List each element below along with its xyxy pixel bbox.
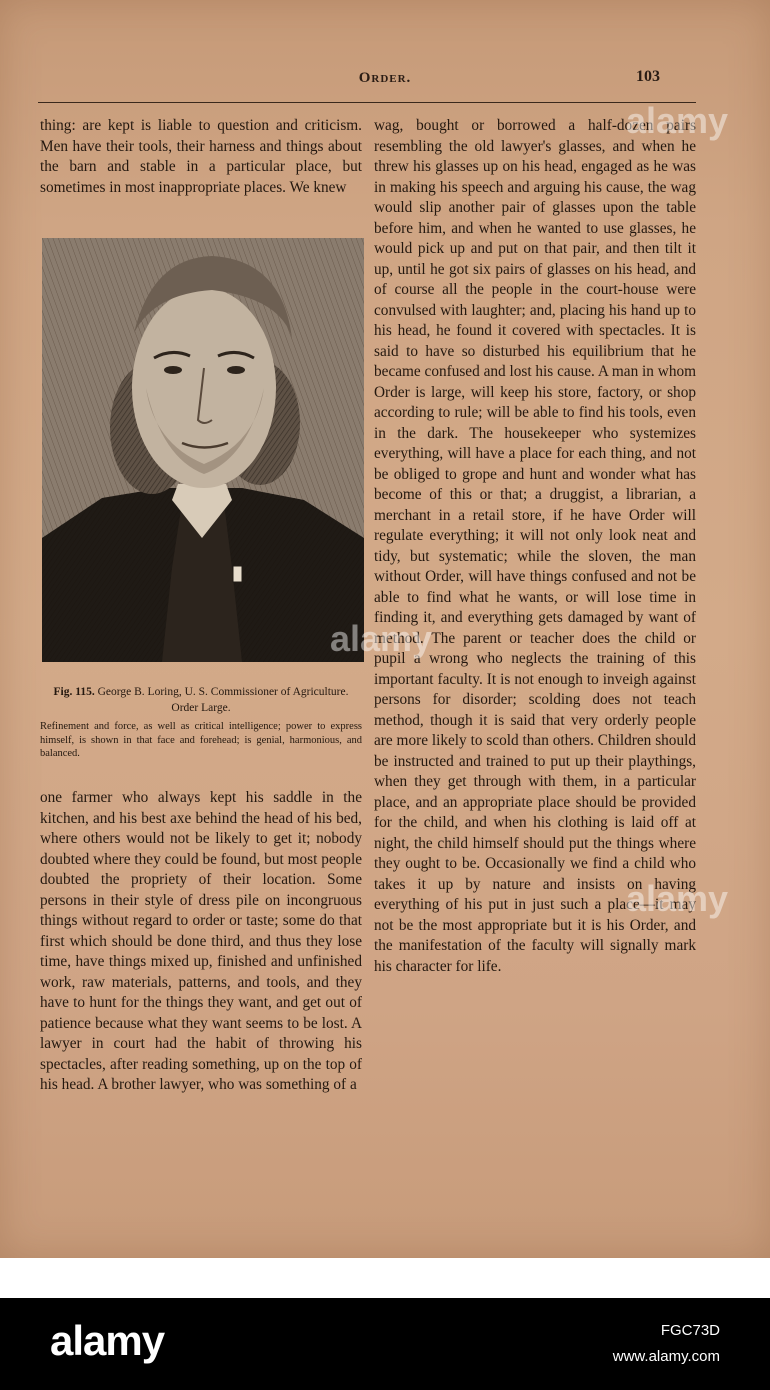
stock-url: www.alamy.com: [612, 1348, 720, 1365]
figure-caption: [40, 684, 362, 761]
figure-caption-title: [40, 684, 362, 716]
figure-label: Fig. 115.: [53, 686, 95, 698]
portrait-illustration: [42, 238, 364, 662]
figure-description: Refinement and force, as well as critical intelligence; power to express himself, is shown in that face and forehead; is genial, harmonious, and balanced.: [40, 721, 362, 759]
page-number: 103: [636, 68, 660, 85]
left-column-top-text: thing: are kept is liable to question and criticism. Men have their tools, their harness and things about the barn and stable in a particular place, but sometimes in most inappropriate places. We knew: [40, 117, 362, 196]
header-rule: [38, 102, 696, 103]
figure-title: George B. Loring, U. S. Commissioner of Agriculture. Order Large.: [97, 686, 349, 714]
running-header-title: Order.: [358, 70, 412, 86]
left-column-bottom-text: one farmer who always kept his saddle in the kitchen, and his best axe behind the head of his bed, where others would not be likely to get it; nobody doubted where they could be found, but most people doubted the propriety of their location. Some persons in their style of dress pile on incongruous things without regard to order or taste; some do that first which should be done third, and thus they lose time, have things mixed up, finished and unfinished work, raw materials, patterns, and tools, and they have to hunt for the things they want, and get out of patience because what they want seems to be lost. A lawyer in court had the habit of throwing his spectacles, after reading something, up on the top of his head. A brother lawyer, who was something of a: [40, 789, 362, 1093]
watermark-lower-right: alamy: [626, 878, 729, 919]
watermark-top-right: alamy: [626, 100, 729, 141]
portrait-engraving: [42, 238, 364, 662]
image-id: FGC73D: [660, 1322, 720, 1339]
watermark-center: alamy: [330, 618, 433, 659]
right-column-text: wag, bought or borrowed a half-dozen pairs resembling the old lawyer's glasses, and when he threw his glasses up on his head, engaged as he was in making his speech and arguing his cause, the wag would slip another pair of glasses upon the table before him, and when he wanted to use glasses, he would pick up and put on that pair, and then tilt it up, until he got six pairs of glasses on his head, and of course all the people in the court-house were convulsed with laughter; and, placing his hand up to his head, he found it covered with spectacles. It is said to have so disturbed his equilibrium that he became confused and lost his cause. A man in whom Order is large, will keep his store, factory, or shop according to rule; will be able to find his tools, even in the dark. The housekeeper who systemizes everything, will have a place for each thing, and not be obliged to grope and hunt and wonder what has become of this or that; a druggist, a librarian, a merchant in a retail store, if he have Order will regulate everything; it will not only look neat and tidy, but systematic; while the sloven, the man without Order, will have things confused and not be able to find what he wants, or will lose time in finding it, and everything gets damaged by want of method. The parent or teacher does the child or pupil a wrong who neglects the training of this important faculty. It is not enough to inveigh against persons for disorder; scolding does not teach method, though it is said that very orderly people are more likely to scold than others. Children should be instructed and trained to put up their playthings, when they get through with them, in a particular place, and an appropriate place should be provided for the child, and when his clothing is laid off at night, the child himself should put the things where they ought to be. Occasionally we find a child who takes it up by nature and insists on having everything of his put in just such a place—it may not be the most appropriate but it is his Order, and the manifestation of the faculty will signally mark his character for life.: [374, 117, 697, 975]
alamy-logo: alamy: [50, 1317, 165, 1364]
